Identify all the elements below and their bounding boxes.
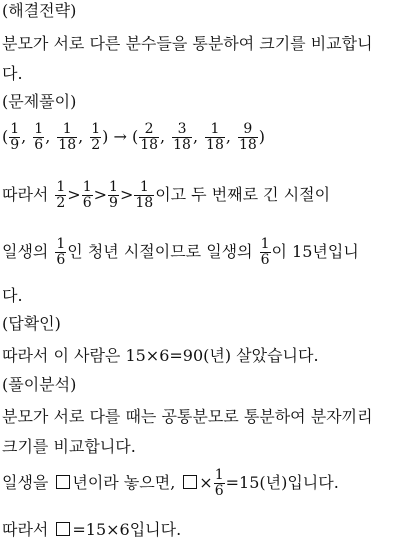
eq-text-a: 일생을 (2, 473, 49, 492)
fraction: $\frac{1}{18}$ (206, 121, 224, 153)
blank-box (56, 522, 70, 536)
final-text-a: 따라서 (2, 520, 49, 539)
comma: , (78, 127, 84, 146)
youth-text-c: 이 15년입니 (271, 242, 359, 261)
close-paren: ) (258, 127, 266, 146)
greater-than: > (119, 185, 134, 204)
heading-answer-check: (답확인) (2, 314, 61, 333)
comma: , (21, 127, 27, 146)
heading-solution: (문제풀이) (2, 92, 77, 111)
fraction: $\frac{1}{9}$ (109, 179, 118, 211)
fraction: $\frac{2}{18}$ (140, 121, 159, 153)
youth-text-a: 일생의 (2, 242, 49, 261)
fraction: $\frac{1}{2}$ (91, 121, 101, 153)
blank-box (56, 475, 70, 489)
blank-box (183, 475, 197, 489)
greater-than: > (67, 185, 81, 204)
final-line (2, 521, 181, 539)
fraction: $\frac{1}{6}$ (214, 467, 224, 499)
heading-strategy: (해결전략) (2, 1, 77, 20)
equation-line (2, 468, 339, 499)
comma: , (45, 127, 51, 146)
fraction: $\frac{1}{18}$ (58, 121, 77, 153)
fraction-conversion-line (2, 122, 265, 153)
open-paren: ( (2, 127, 9, 146)
order-prefix: 따라서 (2, 185, 49, 204)
times-sign: × (199, 473, 213, 492)
youth-text-b: 인 청년 시절이므로 일생의 (67, 242, 253, 261)
fraction: $\frac{1}{6}$ (82, 179, 92, 211)
fraction: $\frac{3}{18}$ (173, 121, 191, 153)
youth-line-2: 다. (2, 286, 23, 305)
fraction: $\frac{1}{18}$ (135, 179, 154, 211)
final-text-b: =15×6입니다. (72, 520, 182, 539)
comma: , (225, 127, 231, 146)
order-suffix: 이고 두 번째로 긴 시절이 (155, 185, 331, 204)
fraction: $\frac{1}{6}$ (56, 236, 66, 268)
strategy-line-1: 분모가 서로 다른 분수들을 통분하여 크기를 비교합니 (2, 34, 373, 53)
eq-text-b: 년이라 놓으면, (72, 473, 176, 492)
comma: , (192, 127, 199, 146)
arrow: ) → ( (102, 127, 139, 146)
fraction: $\frac{1}{6}$ (260, 236, 270, 268)
greater-than: > (93, 185, 108, 204)
fraction: $\frac{9}{18}$ (238, 121, 257, 153)
answer-line: 따라서 이 사람은 15×6=90(년) 살았습니다. (2, 346, 319, 365)
analysis-line-2: 크기를 비교합니다. (2, 437, 136, 456)
analysis-line-1: 분모가 서로 다를 때는 공통분모로 통분하여 분자끼리 (2, 407, 373, 426)
comma: , (160, 127, 166, 146)
strategy-line-2: 다. (2, 64, 23, 83)
fraction: $\frac{1}{2}$ (56, 179, 66, 211)
youth-line (2, 237, 359, 268)
order-line (2, 180, 330, 211)
eq-text-d: =15(년)입니다. (225, 473, 339, 492)
fraction: $\frac{1}{9}$ (10, 121, 20, 153)
heading-analysis: (풀이분석) (2, 375, 77, 394)
fraction: $\frac{1}{6}$ (34, 121, 44, 153)
